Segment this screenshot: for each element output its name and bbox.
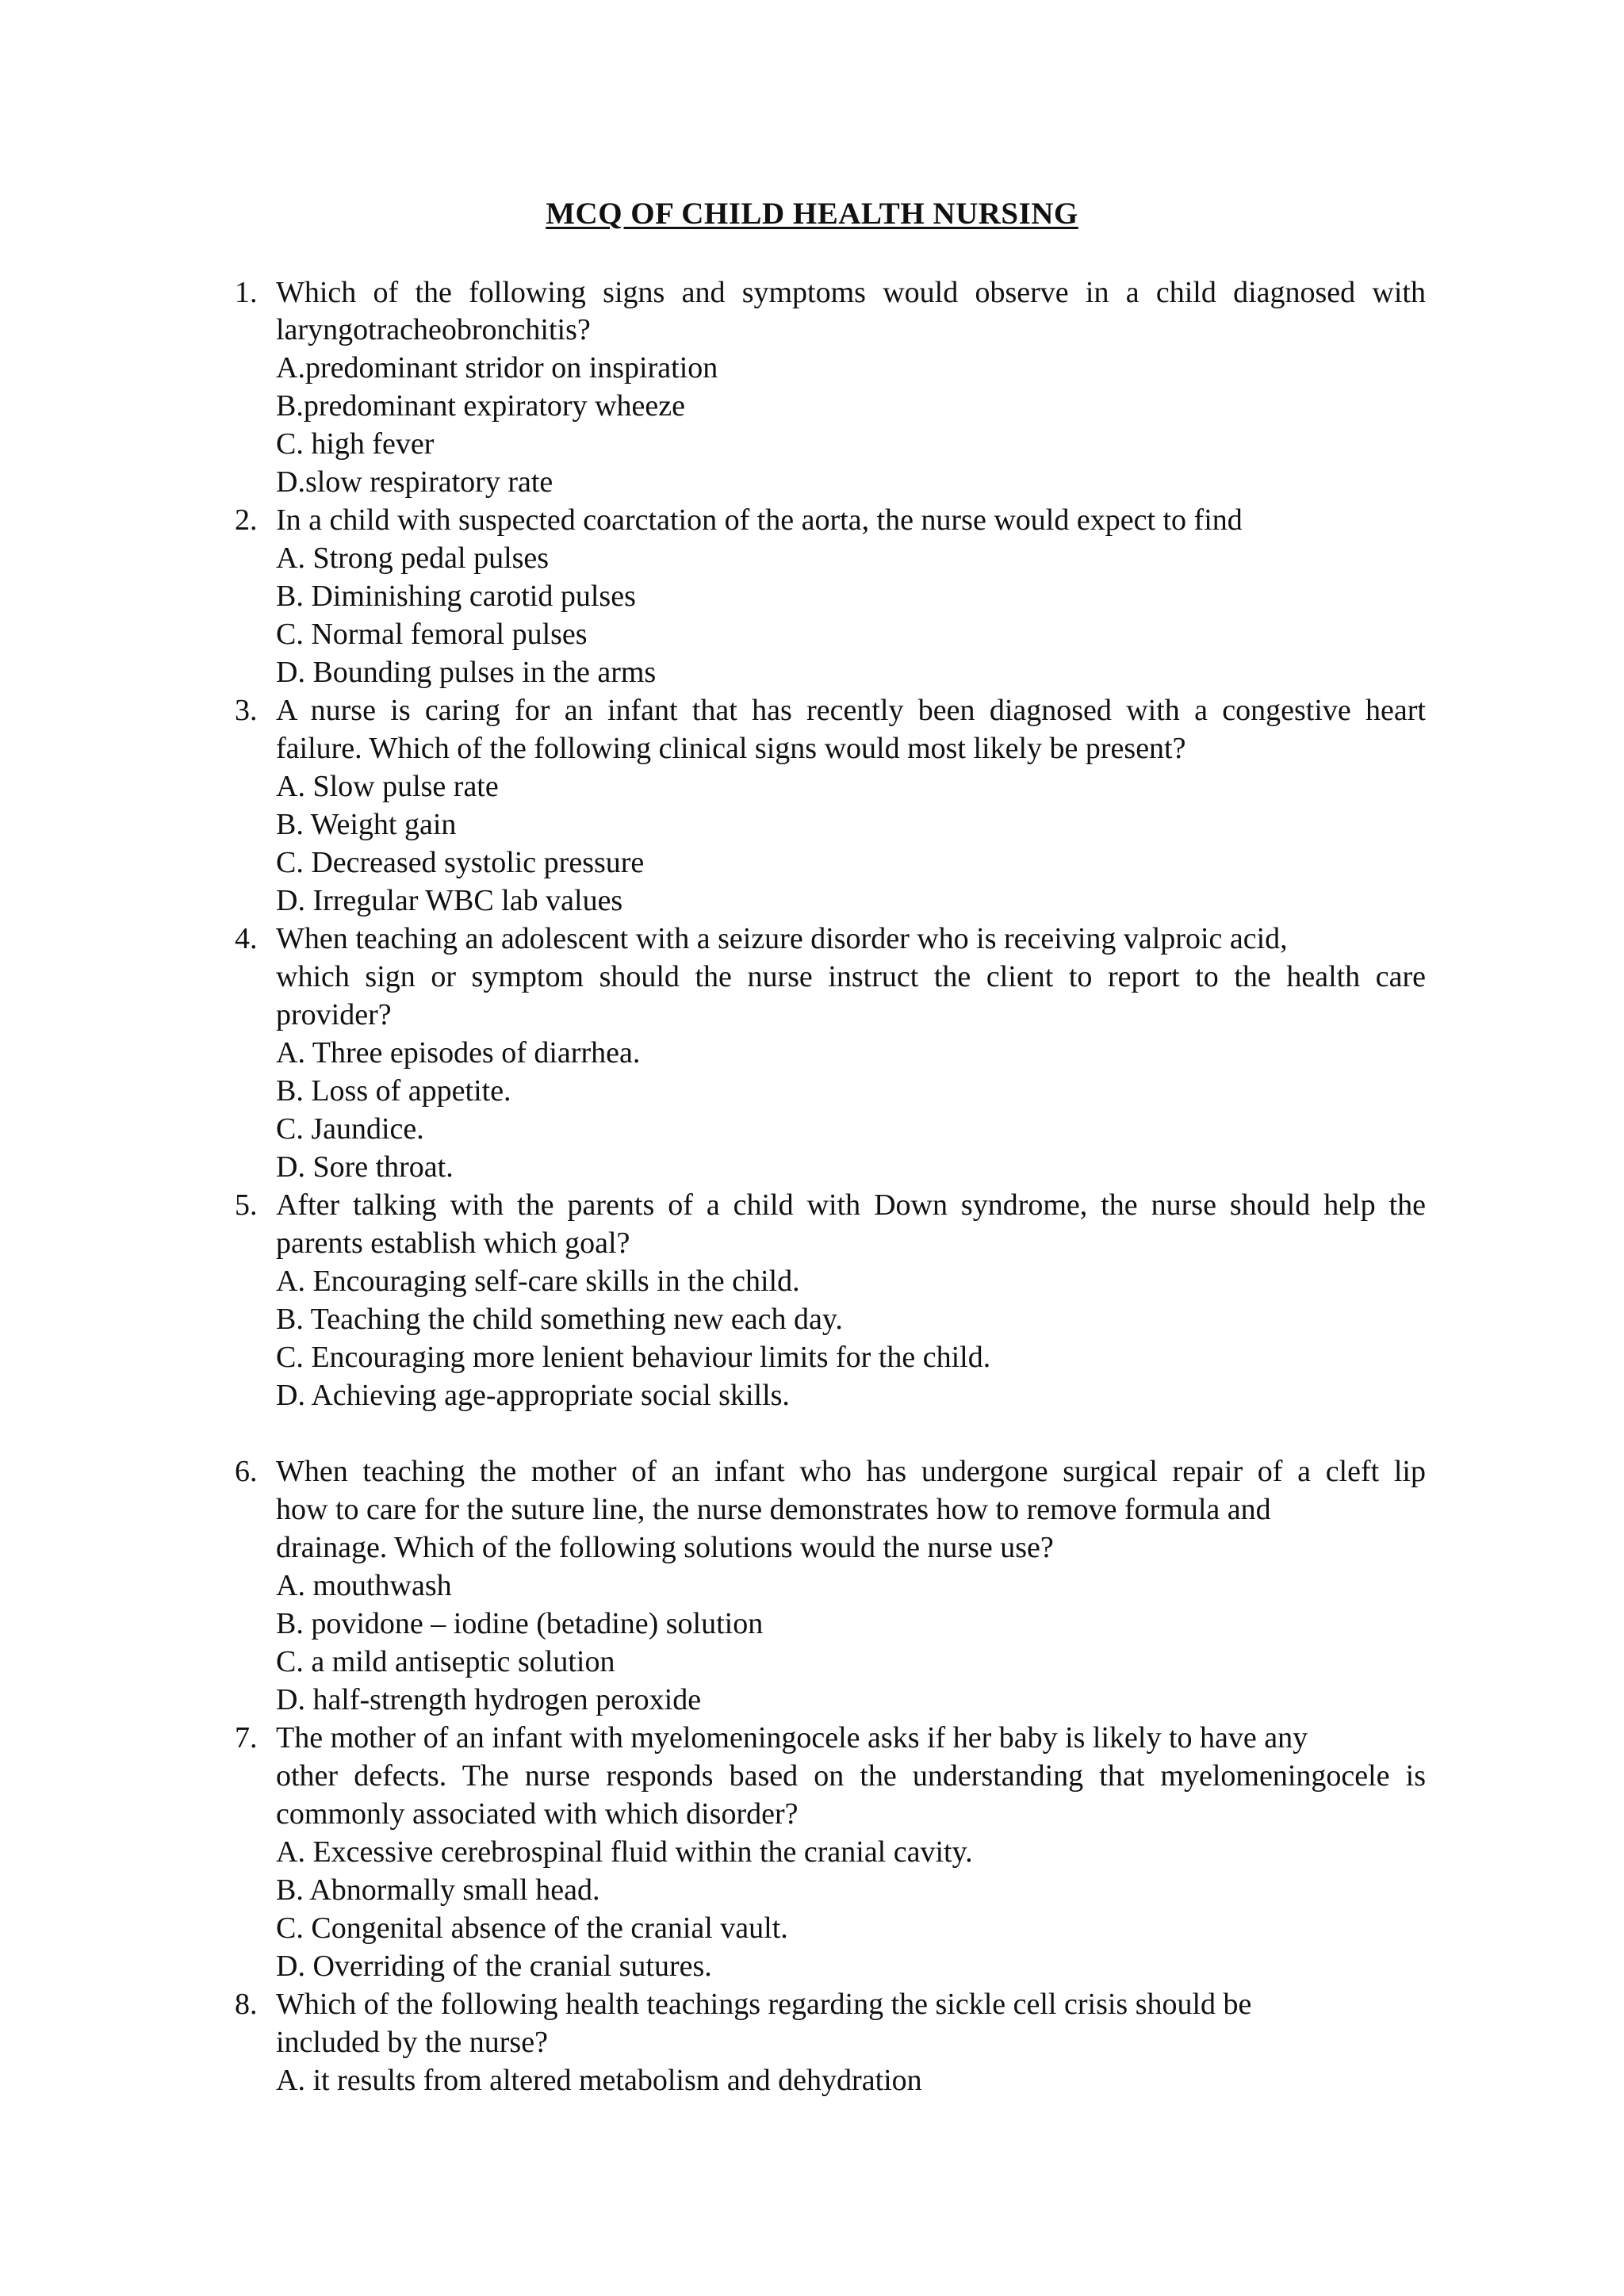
question-1-option-c: C. high fever: [276, 427, 435, 461]
question-7-text-line-3: commonly associated with which disorder?: [276, 1797, 799, 1831]
question-3-option-d: D. Irregular WBC lab values: [276, 884, 623, 917]
question-5-number: 5.: [235, 1188, 258, 1222]
question-7-text-line-2: other defects. The nurse responds based on the understanding that myelomeningocele is: [276, 1759, 1426, 1793]
question-3-text-line-2: failure. Which of the following clinical signs would most likely be present?: [276, 732, 1186, 765]
question-5-option-b: B. Teaching the child something new each day.: [276, 1303, 843, 1336]
question-4-option-a: A. Three episodes of diarrhea.: [276, 1036, 641, 1070]
question-6-option-d: D. half-strength hydrogen peroxide: [276, 1683, 702, 1716]
question-4-number: 4.: [235, 922, 258, 955]
question-2-option-d: D. Bounding pulses in the arms: [276, 656, 657, 689]
question-6-text-line-2: how to care for the suture line, the nurse demonstrates how to remove formula and: [276, 1493, 1271, 1526]
question-4-option-b: B. Loss of appetite.: [276, 1074, 511, 1108]
question-5-option-d: D. Achieving age-appropriate social skills.: [276, 1379, 790, 1412]
question-7-option-d: D. Overriding of the cranial sutures.: [276, 1950, 712, 1983]
question-6-number: 6.: [235, 1455, 258, 1488]
question-5-text-line-2: parents establish which goal?: [276, 1226, 630, 1260]
question-3-number: 3.: [235, 694, 258, 727]
page-title: MCQ OF CHILD HEALTH NURSING: [546, 197, 1078, 231]
question-8-text-line-1: Which of the following health teachings regarding the sickle cell crisis should be: [276, 1988, 1252, 2021]
question-4-option-c: C. Jaundice.: [276, 1112, 424, 1146]
question-7-option-c: C. Congenital absence of the cranial vault.: [276, 1911, 788, 1945]
question-5-option-c: C. Encouraging more lenient behaviour limits for the child.: [276, 1341, 991, 1374]
question-2-text-line-1: In a child with suspected coarctation of the aorta, the nurse would expect to find: [276, 503, 1243, 537]
question-6-text-line-3: drainage. Which of the following solutions would the nurse use?: [276, 1531, 1054, 1564]
question-1-number: 1.: [235, 276, 258, 309]
question-4-text-line-1: When teaching an adolescent with a seizure disorder who is receiving valproic acid,: [276, 922, 1288, 955]
question-1-text-line-2: laryngotracheobronchitis?: [276, 313, 591, 346]
question-7-option-b: B. Abnormally small head.: [276, 1873, 600, 1907]
question-2-number: 2.: [235, 503, 258, 537]
question-2-option-a: A. Strong pedal pulses: [276, 541, 550, 575]
question-3-option-a: A. Slow pulse rate: [276, 770, 499, 803]
question-8-option-a: A. it results from altered metabolism and dehydration: [276, 2064, 922, 2097]
question-2-option-b: B. Diminishing carotid pulses: [276, 580, 636, 613]
question-8-text-line-2: included by the nurse?: [276, 2026, 548, 2059]
question-1-text-line-1: Which of the following signs and symptoms would observe in a child diagnosed with: [276, 276, 1426, 309]
question-6-option-c: C. a mild antiseptic solution: [276, 1645, 615, 1678]
question-7-text-line-1: The mother of an infant with myelomeningocele asks if her baby is likely to have any: [276, 1721, 1308, 1755]
question-1-option-b: B.predominant expiratory wheeze: [276, 389, 685, 423]
question-4-text-line-3: provider?: [276, 998, 392, 1031]
question-4-option-d: D. Sore throat.: [276, 1150, 454, 1184]
question-5-option-a: A. Encouraging self-care skills in the child.: [276, 1265, 800, 1298]
question-7-number: 7.: [235, 1721, 258, 1755]
question-7-option-a: A. Excessive cerebrospinal fluid within the cranial cavity.: [276, 1835, 973, 1869]
question-5-text-line-1: After talking with the parents of a child with Down syndrome, the nurse should help the: [276, 1188, 1426, 1222]
question-1-option-d: D.slow respiratory rate: [276, 465, 553, 499]
question-3-option-c: C. Decreased systolic pressure: [276, 846, 645, 879]
question-6-option-b: B. povidone – iodine (betadine) solution: [276, 1607, 764, 1640]
question-6-option-a: A. mouthwash: [276, 1569, 452, 1602]
question-8-number: 8.: [235, 1988, 258, 2021]
question-3-text-line-1: A nurse is caring for an infant that has recently been diagnosed with a congestive heart: [276, 694, 1426, 727]
question-4-text-line-2: which sign or symptom should the nurse instruct the client to report to the health care: [276, 960, 1426, 993]
question-6-text-line-1: When teaching the mother of an infant who has undergone surgical repair of a cleft lip: [276, 1455, 1426, 1488]
question-3-option-b: B. Weight gain: [276, 808, 457, 841]
question-2-option-c: C. Normal femoral pulses: [276, 618, 588, 651]
question-1-option-a: A.predominant stridor on inspiration: [276, 351, 718, 385]
